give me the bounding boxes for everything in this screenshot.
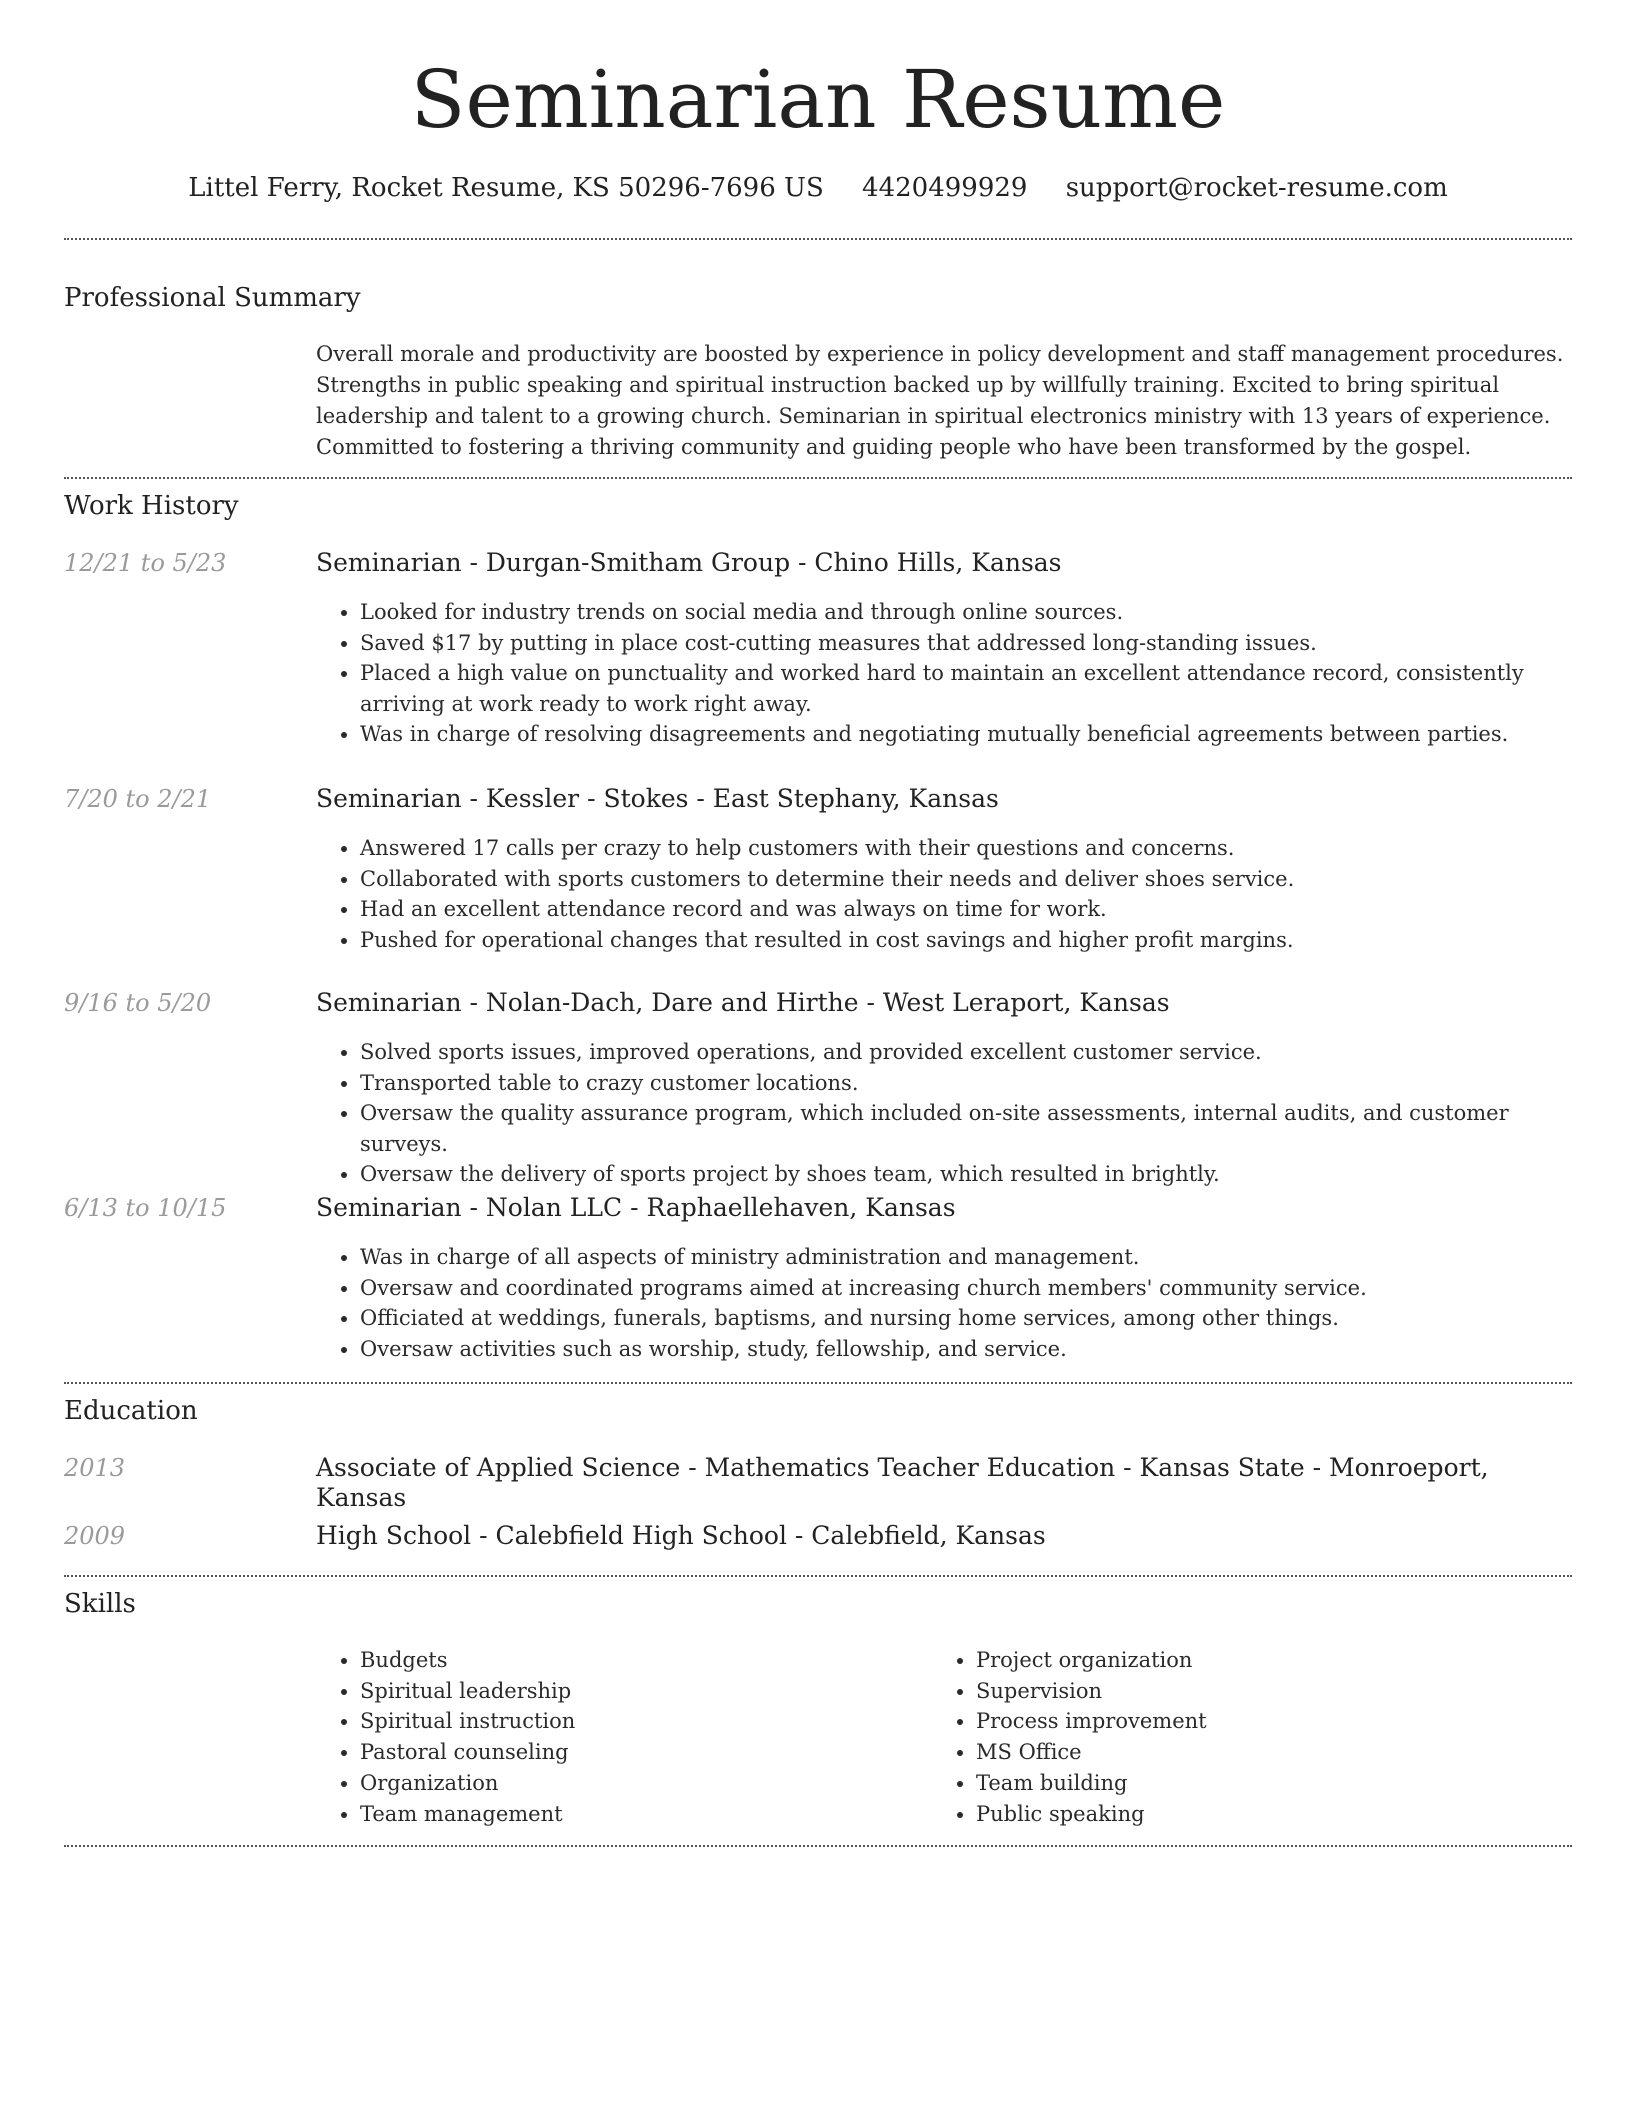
skill-item: • Project organization xyxy=(976,1645,1532,1676)
list-item: • Answered 17 calls per crazy to help customers with their questions and concerns. xyxy=(360,833,1572,864)
list-item: • Looked for industry trends on social media and through online sources. xyxy=(360,597,1572,628)
education-details: - Kansas State - Monroeport, Kansas xyxy=(316,1453,1489,1512)
education-year: 2009 xyxy=(64,1522,126,1550)
job-dates: 6/13 to 10/15 xyxy=(64,1194,227,1222)
contact-email[interactable]: support@rocket-resume.com xyxy=(1065,173,1448,203)
job-title: Seminarian - Nolan LLC - Raphaellehaven, Kansas xyxy=(316,1193,956,1222)
job-dates: 9/16 to 5/20 xyxy=(64,989,212,1017)
work-history-heading: Work History xyxy=(64,491,239,521)
skill-item: • MS Office xyxy=(976,1737,1532,1768)
section-divider xyxy=(64,477,1572,479)
skill-item: • Organization xyxy=(360,1768,916,1799)
list-item: • Oversaw activities such as worship, study, fellowship, and service. xyxy=(360,1334,1572,1365)
job-duties-list xyxy=(316,833,1572,955)
contact-phone: 4420499929 xyxy=(862,173,1028,203)
list-item: • Officiated at weddings, funerals, baptisms, and nursing home services, among other things. xyxy=(360,1303,1572,1334)
job-dates: 12/21 to 5/23 xyxy=(64,549,227,577)
job-duties-list xyxy=(316,1242,1572,1364)
list-item: • Was in charge of resolving disagreements and negotiating mutually beneficial agreements between parties. xyxy=(360,719,1572,750)
education-heading: Education xyxy=(64,1396,198,1426)
section-divider xyxy=(64,1845,1572,1847)
contact-line xyxy=(64,172,1572,204)
resume-title: Seminarian Resume xyxy=(410,53,1226,146)
section-divider xyxy=(64,238,1572,240)
skill-item: • Spiritual instruction xyxy=(360,1706,916,1737)
job-duties-list xyxy=(316,597,1572,750)
list-item: • Oversaw the delivery of sports project by shoes team, which resulted in brightly. xyxy=(360,1159,1572,1190)
list-item: • Placed a high value on punctuality and worked hard to maintain an excellent attendance record, consistently arriving at work ready to work right away. xyxy=(360,658,1572,719)
skill-item: • Public speaking xyxy=(976,1799,1532,1830)
summary-heading: Professional Summary xyxy=(64,283,361,313)
list-item: • Oversaw the quality assurance program, which included on-site assessments, internal audits, and customer surveys. xyxy=(360,1098,1572,1159)
skill-item: • Supervision xyxy=(976,1676,1532,1707)
skills-list-right xyxy=(932,1645,1532,1829)
job-title: Seminarian - Kessler - Stokes - East Stephany, Kansas xyxy=(316,784,999,813)
job-title: Seminarian - Nolan-Dach, Dare and Hirthe - West Leraport, Kansas xyxy=(316,988,1170,1017)
summary-text: Overall morale and productivity are boosted by experience in policy development and staff management procedures. Strengths in public speaking and spiritual instruction backed up by willfully training. Excited to bring spiritual leadership and talent to a growing church. Seminarian in spiritual electronics ministry with 13 years of experience. Committed to fostering a thriving community and guiding people who have been transformed by the gospel. xyxy=(316,342,1564,459)
education-entry xyxy=(316,1453,1572,1513)
list-item: • Solved sports issues, improved operations, and provided excellent customer service. xyxy=(360,1037,1572,1068)
skill-item: • Team building xyxy=(976,1768,1532,1799)
job-duties-list xyxy=(316,1037,1572,1190)
education-degree: Associate of Applied Science - Mathematics Teacher Education xyxy=(316,1453,1116,1482)
skills-heading: Skills xyxy=(64,1589,136,1619)
education-details: - Calebfield High School - Calebfield, Kansas xyxy=(471,1521,1046,1550)
list-item: • Pushed for operational changes that resulted in cost savings and higher profit margins. xyxy=(360,925,1572,956)
job-dates: 7/20 to 2/21 xyxy=(64,785,212,813)
job-title: Seminarian - Durgan-Smitham Group - Chino Hills, Kansas xyxy=(316,548,1062,577)
section-divider xyxy=(64,1575,1572,1577)
section-divider xyxy=(64,1382,1572,1384)
skill-item: • Process improvement xyxy=(976,1706,1532,1737)
skill-item: • Spiritual leadership xyxy=(360,1676,916,1707)
skill-item: • Budgets xyxy=(360,1645,916,1676)
list-item: • Had an excellent attendance record and was always on time for work. xyxy=(360,894,1572,925)
list-item: • Collaborated with sports customers to determine their needs and deliver shoes service. xyxy=(360,864,1572,895)
education-year: 2013 xyxy=(64,1454,126,1482)
list-item: • Saved $17 by putting in place cost-cutting measures that addressed long-standing issues. xyxy=(360,628,1572,659)
list-item: • Oversaw and coordinated programs aimed at increasing church members' community service. xyxy=(360,1273,1572,1304)
list-item: • Transported table to crazy customer locations. xyxy=(360,1068,1572,1099)
skill-item: • Pastoral counseling xyxy=(360,1737,916,1768)
education-degree: High School xyxy=(316,1521,472,1550)
list-item: • Was in charge of all aspects of ministry administration and management. xyxy=(360,1242,1572,1273)
contact-address: Littel Ferry, Rocket Resume, KS 50296-7696 US xyxy=(188,173,824,203)
skills-list-left xyxy=(316,1645,916,1829)
education-entry xyxy=(316,1521,1046,1551)
skill-item: • Team management xyxy=(360,1799,916,1830)
